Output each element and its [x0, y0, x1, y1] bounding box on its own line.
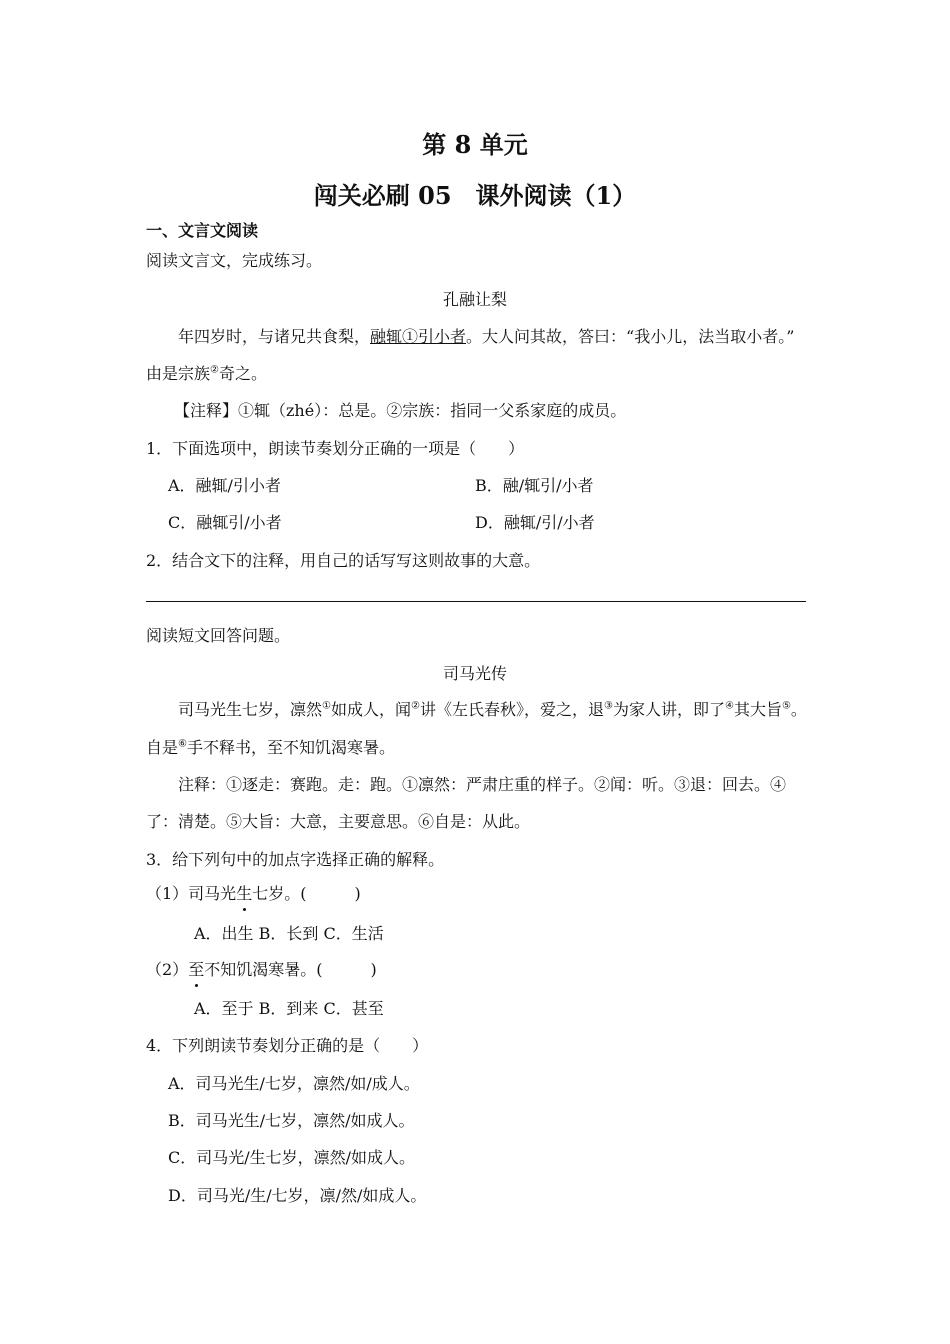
option-d: D．融辄/引/小者	[475, 513, 595, 532]
sub-question-text: （2）	[146, 960, 189, 979]
section-instruction: 阅读短文回答问题。	[146, 626, 291, 645]
footnote-marker: ④	[724, 700, 734, 712]
sub-question-text: 不知饥渴寒暑。( )	[204, 960, 377, 979]
passage-text: 手不释书，至不知饥渴寒暑。	[186, 738, 395, 757]
question-stem: 3．给下列句中的加点字选择正确的解释。	[146, 850, 445, 869]
footnote-marker: ①	[322, 700, 331, 712]
passage-text: 司马光生七岁，凛然	[178, 700, 323, 719]
sub-question	[146, 881, 361, 904]
section-instruction: 阅读文言文，完成练习。	[146, 251, 323, 270]
question-stem: 4．下列朗读节奏划分正确的是（ ）	[146, 1036, 429, 1055]
option-c: C．融辄引/小者	[168, 513, 282, 532]
option-a: A．融辄/引小者	[168, 476, 281, 495]
sub-question-options: A．出生 B．长到 C．生活	[194, 924, 384, 943]
answer-line[interactable]	[146, 601, 806, 602]
passage-line	[146, 735, 395, 758]
sub-question-text: 七岁。( )	[252, 884, 361, 903]
option-b: B．司马光生/七岁，凛然/如成人。	[168, 1111, 415, 1130]
underlined-phrase: 融辄①引小者	[370, 327, 467, 346]
passage-title: 孔融让梨	[442, 290, 507, 309]
passage-line	[146, 361, 267, 384]
dotted-character: 至	[188, 957, 204, 980]
passage-title: 司马光传	[442, 664, 507, 683]
option-d: D．司马光/生/七岁，凛/然/如成人。	[168, 1186, 427, 1205]
passage-text: 。	[790, 700, 807, 719]
passage-text: 讲《左氏春秋》，爱之，退	[419, 700, 604, 719]
passage-line	[178, 324, 794, 347]
passage-text: 由是宗族	[146, 364, 211, 383]
footnote-marker: ②	[210, 364, 219, 376]
option-b: B．融/辄引/小者	[475, 476, 594, 495]
passage-text: 其大旨	[733, 700, 782, 719]
question-stem: 2．结合文下的注释，用自己的话写写这则故事的大意。	[146, 551, 541, 570]
sub-question-options: A．至于 B．到来 C．甚至	[194, 999, 384, 1018]
passage-note: 【注释】①辄（zhé）：总是。②宗族：指同一父系家庭的成员。	[174, 401, 627, 420]
passage-text: 。大人问其故，答曰：“我小儿，法当取小者。”	[466, 327, 795, 346]
footnote-marker: ③	[603, 700, 613, 712]
sub-question	[146, 957, 377, 980]
passage-line	[178, 697, 807, 720]
footnote-marker: ⑤	[781, 700, 791, 712]
passage-note: 注释：①逐走：赛跑。走：跑。①凛然：严肃庄重的样子。②闻：听。③退：回去。④	[178, 775, 787, 794]
option-c: C．司马光/生七岁，凛然/如成人。	[168, 1148, 416, 1167]
passage-note: 了：清楚。⑤大旨：大意，主要意思。⑥自是：从此。	[146, 812, 531, 831]
section-heading: 一、文言文阅读	[146, 221, 259, 240]
option-a: A．司马光生/七岁，凛然/如/成人。	[168, 1074, 420, 1093]
footnote-marker: ②	[411, 700, 420, 712]
passage-text: 为家人讲，即了	[612, 700, 725, 719]
passage-text: 如成人，闻	[330, 700, 411, 719]
question-stem: 1．下面选项中，朗读节奏划分正确的一项是（ ）	[146, 439, 525, 458]
dotted-character: 生	[236, 881, 252, 904]
page-title: 闯关必刷 05 课外阅读（1）	[313, 181, 637, 210]
passage-text: 年四岁时，与诸兄共食梨，	[178, 327, 371, 346]
passage-text: 奇之。	[218, 364, 267, 383]
footnote-marker: ⑥	[178, 738, 187, 750]
sub-question-text: （1）司马光	[146, 884, 237, 903]
unit-title: 第 8 单元	[422, 130, 528, 159]
passage-text: 自是	[146, 738, 179, 757]
